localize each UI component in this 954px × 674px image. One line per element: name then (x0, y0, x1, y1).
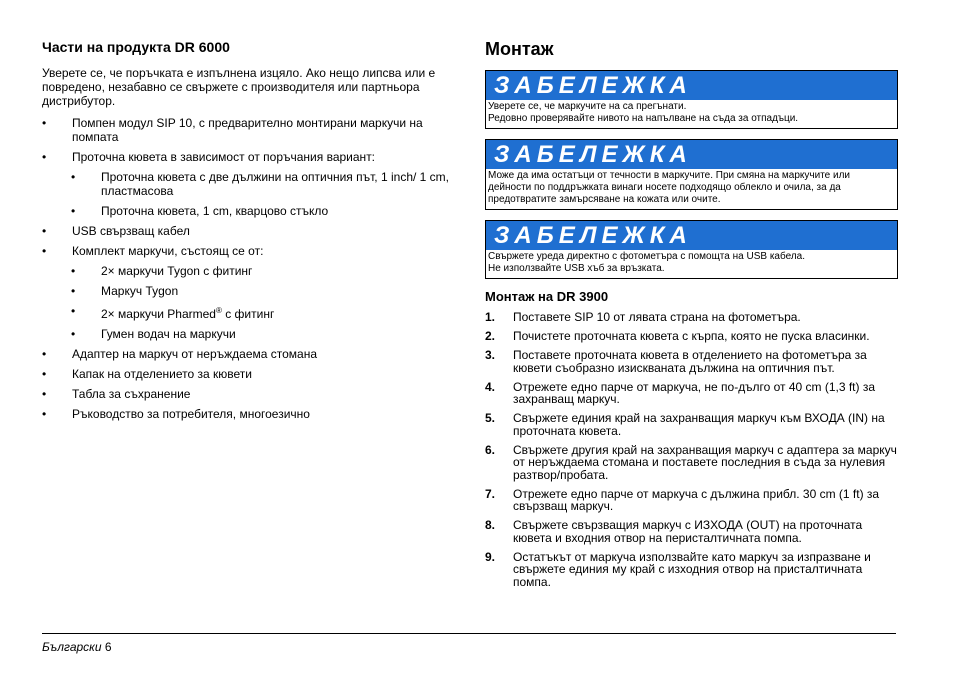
notice-box (485, 139, 898, 210)
notice-body (486, 100, 897, 128)
parts-heading: Части на продукта DR 6000 (42, 39, 230, 55)
list-item: • Проточна кювета в зависимост от поръчания вариант: (42, 150, 454, 164)
step-number: 7. (485, 486, 496, 501)
step-item (485, 349, 898, 374)
list-item: • Маркуч Tygon (42, 284, 454, 298)
notice-title: ЗАБЕЛЕЖКА (486, 221, 897, 250)
list-item: • Адаптер на маркуч от неръждаема стомана (42, 347, 454, 361)
list-item: • Табла за съхранение (42, 387, 454, 401)
step-item (485, 551, 898, 589)
list-item: • 2× маркучи Tygon с фитинг (42, 264, 454, 278)
registered-mark: ® (215, 306, 222, 315)
list-item: • USB свързващ кабел (42, 224, 454, 238)
notice-line: Може да има остатъци от течности в маркучите. При смяна на маркучите или дейности по поддръжката винаги носете подходящо облекло и очила, за да предотвратите замърсяване на кожата или очите. (488, 170, 851, 205)
install-subheading: Монтаж на DR 3900 (485, 289, 609, 304)
notice-body (486, 250, 897, 278)
step-item (485, 519, 898, 544)
list-item: • Комплект маркучи, състоящ се от: (42, 244, 454, 258)
step-text: Отрежете едно парче от маркуча, не по-дълго от 40 cm (1,3 ft) за захранващ маркуч. (513, 379, 876, 406)
pharmed-suffix: с фитинг (221, 307, 275, 321)
page-footer (42, 640, 112, 654)
step-number: 8. (485, 518, 496, 532)
footer-language: Български (42, 640, 102, 654)
step-text: Свържете свързващия маркуч с ИЗХОДА (OUT) на проточната кювета и входния отвор на перисталтичната помпа. (513, 518, 863, 545)
step-item (485, 381, 898, 406)
step-item (485, 311, 898, 324)
notice-box (485, 70, 898, 129)
notice-line: Редовно проверявайте нивото на напълване на съда за отпадъци. (488, 113, 799, 124)
list-item: • Проточна кювета с две дължини на оптичния път, 1 inch/ 1 cm, пластмасова (42, 170, 454, 198)
footer-divider (42, 633, 896, 634)
list-item: • Ръководство за потребителя, многоезично (42, 407, 454, 421)
notice-body (486, 169, 897, 209)
right-column (485, 38, 898, 595)
step-text: Почистете проточната кювета с кърпа, която не пуска власинки. (513, 329, 870, 343)
list-item (42, 304, 454, 321)
step-text: Свържете другия край на захранващия маркуч с адаптера за маркуч от неръждаема стомана и поставете последния в съда за нулевия разтвор/пробата. (513, 442, 897, 482)
installation-heading: Монтаж (485, 39, 554, 59)
list-item: • Помпен модул SIP 10, с предварително монтирани маркучи на помпата (42, 116, 454, 144)
step-number: 3. (485, 348, 496, 362)
step-number: 2. (485, 329, 496, 343)
notice-title: ЗАБЕЛЕЖКА (486, 71, 897, 100)
install-steps (485, 311, 898, 588)
parts-list (42, 116, 454, 421)
step-item (485, 330, 898, 343)
notice-box (485, 220, 898, 279)
list-item: • Гумен водач на маркучи (42, 327, 454, 341)
list-item: • Проточна кювета, 1 cm, кварцово стъкло (42, 204, 454, 218)
step-item (485, 412, 898, 437)
step-text: Остатъкът от маркуча използвайте като маркуч за изпразване и свържете единия му край с изходния отвор на присталтичната помпа. (513, 549, 871, 589)
pharmed-text: 2× маркучи Pharmed (101, 307, 216, 321)
list-item: • Капак на отделението за кювети (42, 367, 454, 381)
step-number: 1. (485, 310, 496, 324)
left-column (42, 38, 454, 427)
step-item (485, 444, 898, 482)
notice-line: Уверете се, че маркучите на са прегънати. (488, 101, 687, 112)
step-text: Поставете проточната кювета в отделението на фотометъра за кювети съобразно изискваната дължина на оптичния път. (513, 348, 867, 375)
step-number: 5. (485, 411, 496, 425)
step-text: Поставете SIP 10 от лявата страна на фотометъра. (513, 310, 801, 324)
parts-intro: Уверете се, че поръчката е изпълнена изцяло. Ако нещо липсва или е повредено, незабавно се свържете с производителя или партньора дистрибутор. (42, 66, 436, 108)
step-number: 9. (485, 549, 496, 564)
step-text: Свържете единия край на захранващия маркуч към ВХОДА (IN) на проточната кювета. (513, 411, 885, 438)
step-number: 6. (485, 442, 496, 457)
footer-page-number: 6 (104, 640, 112, 654)
step-text: Отрежете едно парче от маркуча с дължина прибл. 30 cm (1 ft) за свързващ маркуч. (513, 486, 880, 513)
step-number: 4. (485, 379, 496, 394)
step-item (485, 488, 898, 513)
notice-title: ЗАБЕЛЕЖКА (486, 140, 897, 169)
notice-line: Не използвайте USB хъб за връзката. (488, 263, 665, 274)
notice-line: Свържете уреда директно с фотометъра с помощта на USB кабела. (488, 251, 805, 262)
